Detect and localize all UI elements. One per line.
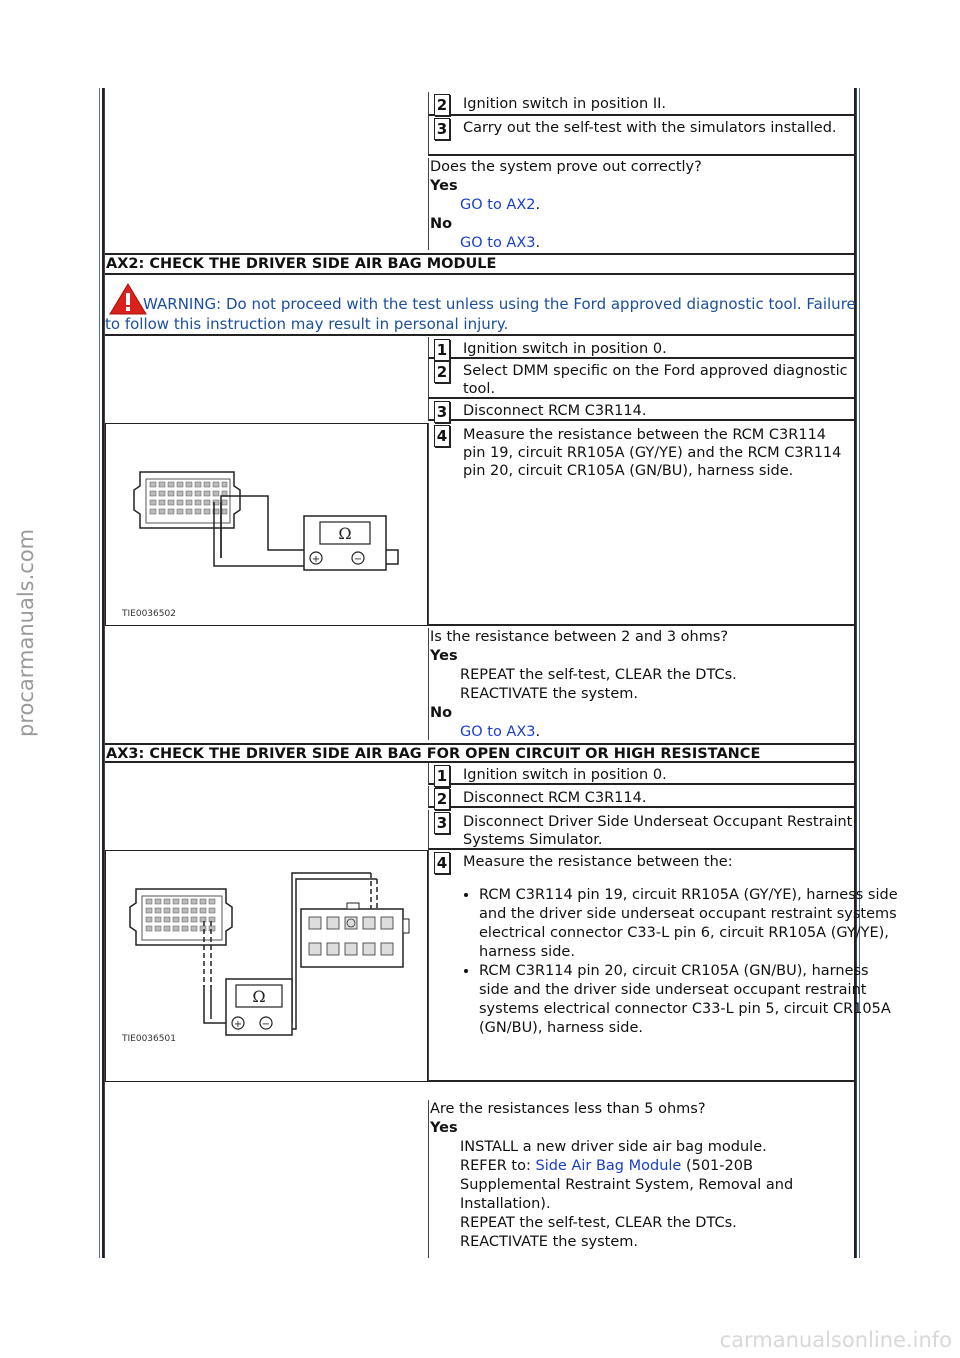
rcm-connector-ohmmeter-diagram [106, 424, 427, 625]
question-text: Are the resistances less than 5 ohms? [430, 1101, 706, 1117]
diagnostic-document [104, 88, 898, 1258]
step-number: 3 [434, 812, 450, 834]
warning-icon [109, 283, 147, 315]
no-label: No [430, 705, 453, 721]
step-number: 1 [434, 339, 450, 361]
step-number: 4 [434, 852, 450, 874]
ax3-header: AX3: CHECK THE DRIVER SIDE AIR BAG FOR OPEN CIRCUIT OR HIGH RESISTANCE [105, 743, 856, 763]
ax1-step-2 [428, 92, 856, 116]
step-number: 1 [434, 765, 450, 787]
svg-text:+: + [311, 554, 321, 565]
ax2-question-block: Is the resistance between 2 and 3 ohms? Yes REPEAT the self-test, CLEAR the DTCs. REACTIVATE the system. No GO to AX3. [428, 628, 856, 740]
ax1-step-3 [428, 116, 856, 156]
figure-id: TIE0036502 [122, 609, 176, 619]
step-text: Select DMM specific on the Ford approved diagnostic tool. [463, 363, 848, 397]
bullet-item: • RCM C3R114 pin 19, circuit RR105A (GY/YE), harness side and the driver side underseat occupant restraint systems electrical connector C33-L pin 6, circuit RR105A (GY/YE), harness side. [479, 886, 899, 962]
step-text: Disconnect RCM C3R114. [463, 403, 647, 419]
yes-action-3: REACTIVATE the system. [460, 1234, 639, 1250]
step-number: 2 [434, 361, 450, 383]
bullet-item: • RCM C3R114 pin 20, circuit CR105A (GN/BU), harness side and the driver side underseat occupant restraint systems electrical connector C33-L pin 5, circuit CR105A (GN/BU), harness side. [479, 962, 899, 1038]
bottom-watermark: carmanualsonline.info [719, 1328, 952, 1352]
yes-action-2: REPEAT the self-test, CLEAR the DTCs. [460, 1215, 737, 1231]
question-text: Does the system prove out correctly? [430, 159, 702, 175]
ax3-step-4 [428, 850, 898, 1082]
yes-action-1: REPEAT the self-test, CLEAR the DTCs. [460, 667, 737, 683]
warning-text: WARNING: Do not proceed with the test unless using the Ford approved diagnostic tool. Failure to follow this instruction may result in personal injury. [105, 295, 856, 333]
page-rule-left-outer [99, 88, 100, 1258]
yes-label: Yes [430, 1120, 458, 1136]
refer-suffix: (501-20B Supplemental Restraint System, Removal and Installation). [460, 1158, 794, 1212]
step-text: Ignition switch in position 0. [463, 341, 667, 357]
step-text: Ignition switch in position 0. [463, 767, 667, 783]
ax2-header: AX2: CHECK THE DRIVER SIDE AIR BAG MODULE [105, 253, 856, 275]
figure-id: TIE0036501 [122, 1034, 176, 1044]
step-number: 2 [434, 788, 450, 810]
svg-text:+: + [233, 1019, 243, 1030]
step-text: Disconnect RCM C3R114. [463, 790, 647, 806]
ax3-step-3 [428, 810, 856, 850]
no-label: No [430, 216, 453, 232]
go-to-ax3-link[interactable]: GO to AX3 [460, 235, 536, 251]
step-text: Ignition switch in position II. [463, 96, 667, 112]
go-to-ax3-link[interactable]: GO to AX3 [460, 724, 536, 740]
ax3-step-1 [428, 763, 856, 785]
step-text: Disconnect Driver Side Underseat Occupant Restraint Systems Simulator. [463, 814, 853, 848]
ax2-step-1 [428, 337, 856, 359]
step-number: 3 [434, 118, 450, 140]
page-rule-right-outer [859, 88, 860, 1258]
refer-line [430, 1157, 856, 1214]
yes-action-1: INSTALL a new driver side air bag module. [460, 1139, 767, 1155]
ax2-step-3 [428, 399, 856, 421]
ohm-symbol: Ω [252, 987, 266, 1006]
ax2-wiring-figure [105, 423, 428, 626]
question-text: Is the resistance between 2 and 3 ohms? [430, 629, 729, 645]
ax2-step-2 [428, 359, 856, 399]
ax3-wiring-figure [105, 850, 428, 1082]
refer-prefix: REFER to: [460, 1158, 531, 1174]
step-text: Carry out the self-test with the simulators installed. [463, 120, 837, 136]
ax2-step-4 [428, 423, 856, 626]
step-number: 2 [434, 94, 450, 116]
ax1-question-block: Does the system prove out correctly? Yes GO to AX2. No GO to AX3. [428, 158, 856, 250]
ax2-warning [105, 282, 856, 334]
side-air-bag-module-link[interactable]: Side Air Bag Module [535, 1158, 682, 1174]
measurement-bullet-list [429, 886, 899, 1038]
ax3-step-2 [428, 786, 856, 808]
step-number: 3 [434, 401, 450, 423]
ax3-question-block [428, 1100, 856, 1258]
go-to-ax2-link[interactable]: GO to AX2 [460, 197, 536, 213]
yes-label: Yes [430, 648, 458, 664]
step-number: 4 [434, 425, 450, 447]
svg-text:−: − [353, 554, 363, 565]
step-text: Measure the resistance between the RCM C3R114 pin 19, circuit RR105A (GY/YE) and the RCM C3R114 pin 20, circuit CR105A (GN/BU), harness side. [463, 427, 842, 479]
step-text: Measure the resistance between the: [463, 854, 733, 870]
svg-text:−: − [261, 1019, 271, 1030]
side-watermark: procarmanuals.com [14, 528, 38, 737]
yes-label: Yes [430, 178, 458, 194]
ohm-symbol: Ω [338, 524, 352, 543]
rcm-simulator-ohmmeter-diagram [106, 851, 427, 1081]
yes-action-2: REACTIVATE the system. [460, 686, 639, 702]
